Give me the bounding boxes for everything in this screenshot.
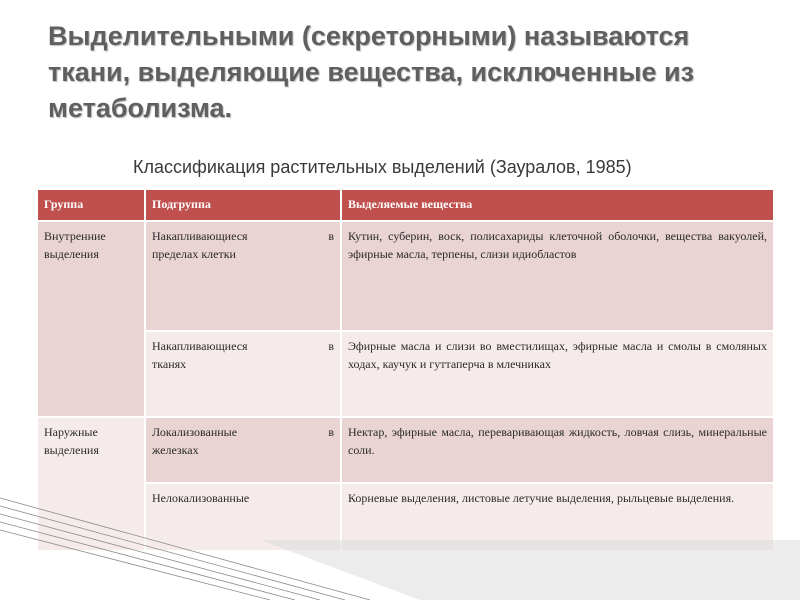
substances-cell: Кутин, суберин, воск, полисахариды клеточной оболочки, вещества вакуолей, эфирные масла, терпены, слизи идиобластов: [342, 222, 775, 332]
subgroup-rest: тканях: [152, 357, 187, 371]
substances-cell: Нектар, эфирные масла, переваривающая жидкость, ловчая слизь, минеральные соли.: [342, 418, 775, 484]
subgroup-main: Накапливающиеся: [152, 229, 248, 243]
subgroup-rest: железках: [152, 443, 199, 457]
subgroup-prep: в: [328, 425, 334, 439]
header-group: Группа: [38, 190, 146, 222]
classification-table: [38, 190, 775, 552]
header-subgroup: Подгруппа: [146, 190, 342, 222]
substances-cell: Эфирные масла и слизи во вместилищах, эфирные масла и смолы в смоляных ходах, каучук и гуттаперча в млечниках: [342, 332, 775, 418]
table-row: [38, 222, 775, 332]
table-caption: Классификация растительных выделений (Зауралов, 1985): [133, 157, 632, 177]
subgroup-cell: [146, 484, 342, 552]
subgroup-cell: [146, 418, 342, 484]
subgroup-main: Локализованные: [152, 425, 238, 439]
subgroup-main: Нелокализованные: [152, 491, 250, 505]
header-substances: Выделяемые вещества: [342, 190, 775, 222]
table-row: [38, 484, 775, 552]
table-row: [38, 332, 775, 418]
substances-cell: Корневые выделения, листовые летучие выделения, рыльцевые выделения.: [342, 484, 775, 552]
table-row: [38, 418, 775, 484]
slide-title: Выделительными (секреторными) называются ткани, выделяющие вещества, исключенные из метаболизма.: [48, 21, 695, 123]
subgroup-main: Накапливающиеся: [152, 339, 248, 353]
subgroup-prep: в: [328, 229, 334, 243]
subgroup-cell: [146, 332, 342, 418]
group-cell-internal: Внутренние выделения: [38, 222, 146, 418]
table-header-row: [38, 190, 775, 222]
group-cell-external: Наружные выделения: [38, 418, 146, 552]
subgroup-prep: в: [328, 339, 334, 353]
subgroup-cell: [146, 222, 342, 332]
subgroup-rest: пределах клетки: [152, 247, 236, 261]
